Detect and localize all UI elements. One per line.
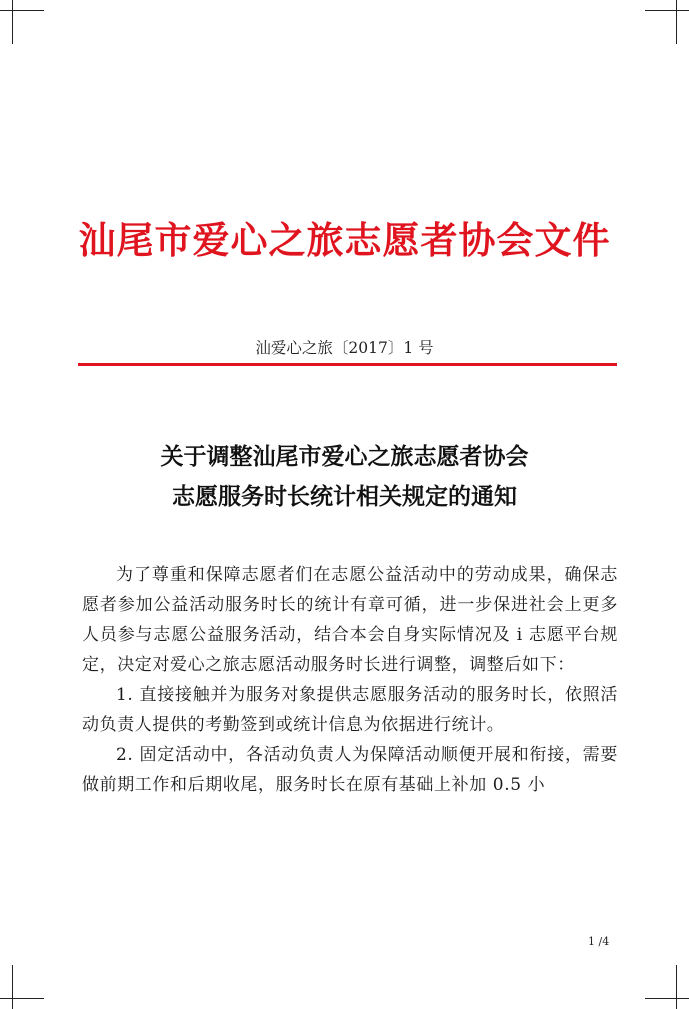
notice-title-line-2: 志愿服务时长统计相关规定的通知 <box>172 483 517 510</box>
crop-mark <box>12 0 13 44</box>
crop-mark <box>0 998 44 999</box>
red-divider-line <box>78 363 617 366</box>
crop-mark <box>0 10 44 11</box>
body-text <box>82 560 618 800</box>
crop-mark <box>645 998 689 999</box>
crop-mark <box>676 0 677 44</box>
body-paragraph: 1. 直接接触并为服务对象提供志愿服务活动的服务时长，依照活动负责人提供的考勤签到或统计信息为依据进行统计。 <box>82 685 618 735</box>
crop-mark <box>645 10 689 11</box>
notice-title-line-1: 关于调整汕尾市爱心之旅志愿者协会 <box>160 443 529 470</box>
document-number: 汕爱心之旅〔2017〕1 号 <box>255 339 434 357</box>
body-paragraph: 为了尊重和保障志愿者们在志愿公益活动中的劳动成果，确保志愿者参加公益活动服务时长的统计有章可循，进一步保进社会上更多人员参与志愿公益服务活动，结合本会自身实际情况及 i 志愿平台规定，决定对爱心之旅志愿活动服务时长进行调整，调整后如下： <box>82 565 618 675</box>
body-paragraph: 2. 固定活动中，各活动负责人为保障活动顺便开展和衔接，需要做前期工作和后期收尾，服务时长在原有基础上补加 0.5 小 <box>82 745 618 795</box>
crop-mark <box>12 965 13 1009</box>
crop-mark <box>676 965 677 1009</box>
notice-title <box>0 437 689 517</box>
page-number: 1 /4 <box>588 935 610 948</box>
org-header-title: 汕尾市爱心之旅志愿者协会文件 <box>78 218 611 262</box>
